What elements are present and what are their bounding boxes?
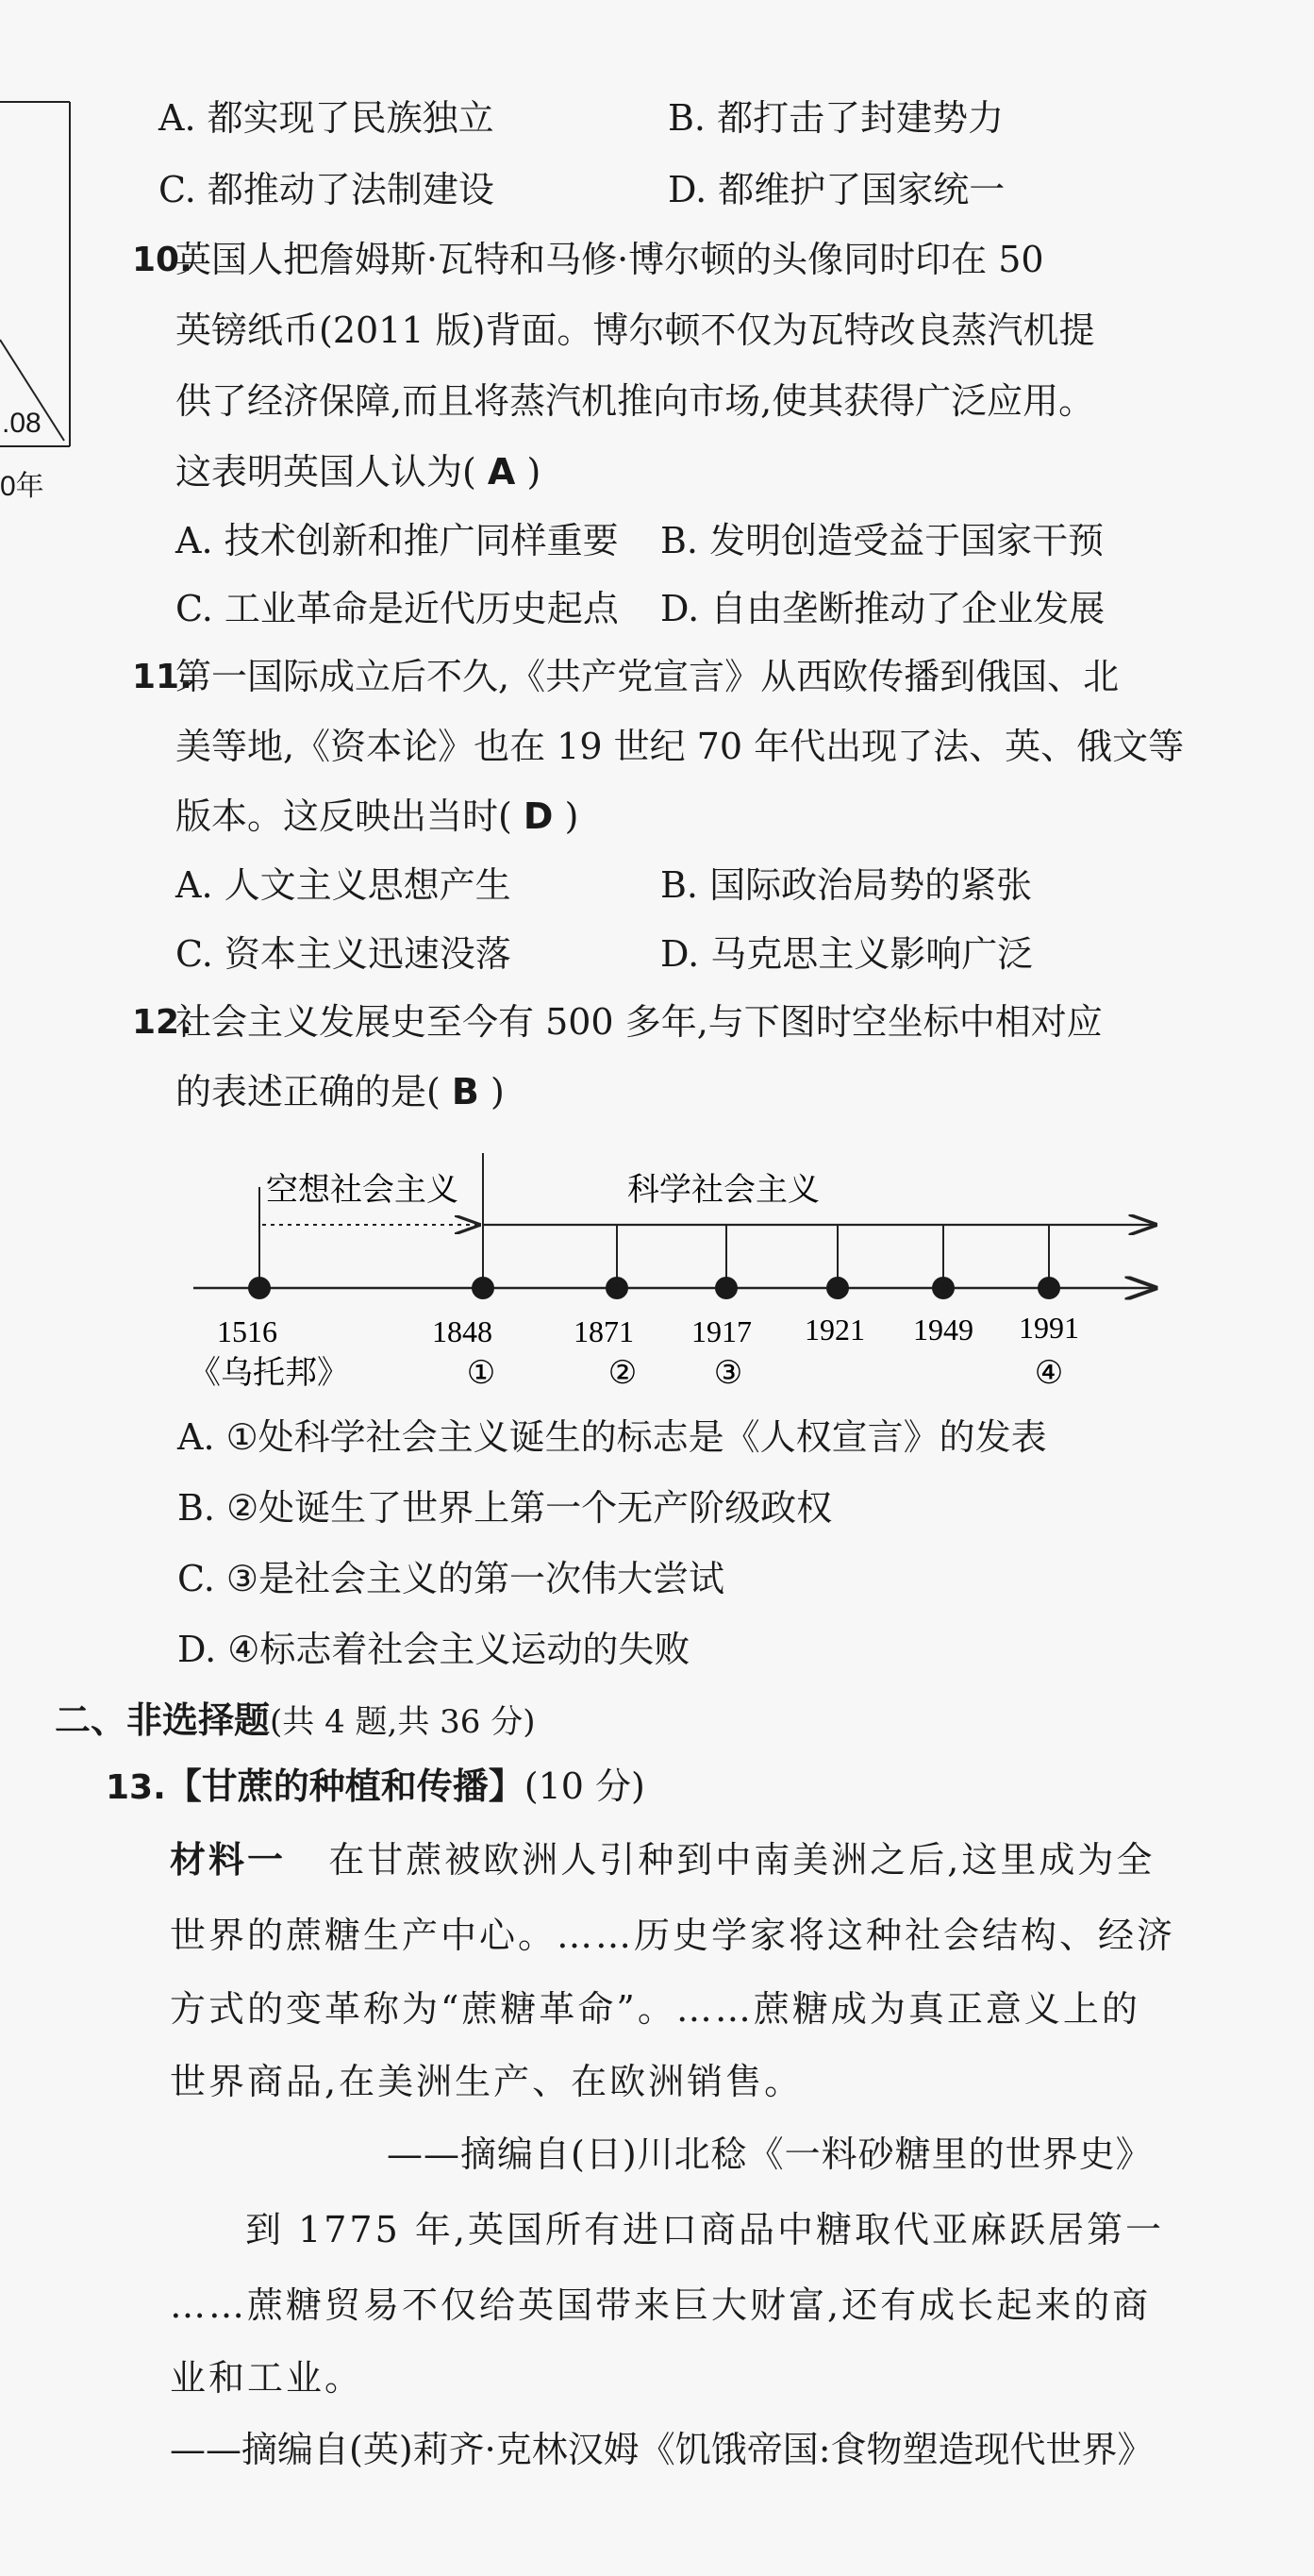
material1-label: 材料一 [170, 1838, 287, 1881]
q11-stem-line-1: 第一国际成立后不久,《共产党宣言》从西欧传播到俄国、北 [175, 656, 1120, 697]
q13-source-1: ——摘编自(日)川北稔《一料砂糖里的世界史》 [387, 2133, 1153, 2175]
timeline-dot-1848 [472, 1277, 494, 1299]
q13-score: (10 分) [524, 1765, 645, 1807]
q9-option-a[interactable]: A. 都实现了民族独立 [158, 97, 494, 139]
timeline-dot-1871 [606, 1277, 628, 1299]
q12-number: 12. [132, 1003, 192, 1042]
q12-stem-line-1: 社会主义发展史至今有 500 多年,与下图时空坐标中相对应 [175, 1001, 1103, 1043]
timeline-year-1917: 1917 [691, 1314, 752, 1348]
timeline-diagram [0, 1132, 1314, 1415]
timeline-utopian-label: 空想社会主义 [266, 1171, 458, 1209]
q10-option-d[interactable]: D. 自由垄断推动了企业发展 [660, 588, 1106, 629]
q10-option-b[interactable]: B. 发明创造受益于国家干预 [660, 520, 1105, 561]
left-chart-value: .08 [2, 408, 42, 439]
timeline-year-1848: 1848 [432, 1314, 492, 1348]
left-chart-year: 0年 [0, 471, 44, 502]
q13-material1-line-1: 材料一 在甘蔗被欧洲人引种到中南美洲之后,这里成为全 [170, 1838, 1156, 1881]
q10-option-c[interactable]: C. 工业革命是近代历史起点 [175, 588, 619, 629]
timeline-dot-1949 [932, 1277, 955, 1299]
timeline-dot-1516 [248, 1277, 271, 1299]
q9-option-b[interactable]: B. 都打击了封建势力 [668, 97, 1005, 139]
q11-stem-line-2: 美等地,《资本论》也在 19 世纪 70 年代出现了法、英、俄文等 [175, 726, 1185, 767]
q10-stem-line-3: 供了经济保障,而且将蒸汽机推向市场,使其获得广泛应用。 [175, 380, 1095, 422]
q10-stem-line-2: 英镑纸币(2011 版)背面。博尔顿不仅为瓦特改良蒸汽机提 [175, 309, 1095, 351]
q11-option-c[interactable]: C. 资本主义迅速没落 [175, 933, 511, 975]
q13-material1-line-4: 世界商品,在美洲生产、在欧洲销售。 [170, 2061, 804, 2102]
q11-answer: D [523, 795, 554, 837]
q9-option-d[interactable]: D. 都维护了国家统一 [668, 169, 1006, 210]
q13-para2-line-1: 到 1775 年,英国所有进口商品中糖取代亚麻跃居第一 [245, 2209, 1164, 2250]
left-chart-fragment [0, 99, 75, 458]
q11-option-d[interactable]: D. 马克思主义影响广泛 [660, 933, 1034, 975]
q10-stem-line-1: 英国人把詹姆斯·瓦特和马修·博尔顿的头像同时印在 50 [175, 239, 1044, 280]
q13-material1-line-3: 方式的变革称为“蔗糖革命”。……蔗糖成为真正意义上的 [170, 1988, 1140, 2030]
q10-stem-last: 这表明英国人认为( A ) [175, 451, 541, 493]
timeline-dot-1921 [826, 1277, 849, 1299]
timeline-sub-1516: 《乌托邦》 [189, 1354, 349, 1392]
timeline-year-1871: 1871 [574, 1314, 634, 1348]
q13-para2-line-2: ……蔗糖贸易不仅给英国带来巨大财富,还有成长起来的商 [170, 2284, 1152, 2326]
q13-number: 13. [106, 1768, 166, 1807]
q13-material1-line-2: 世界的蔗糖生产中心。……历史学家将这种社会结构、经济 [170, 1915, 1176, 1956]
q13-heading [106, 1765, 645, 1810]
timeline-sub-1991: ④ [1034, 1354, 1064, 1392]
q12-option-c[interactable]: C. ③是社会主义的第一次伟大尝试 [177, 1558, 724, 1599]
timeline-year-1921: 1921 [805, 1313, 865, 1347]
timeline-scientific-label: 科学社会主义 [627, 1171, 820, 1209]
q10-option-a[interactable]: A. 技术创新和推广同样重要 [175, 520, 619, 561]
timeline-dot-1991 [1038, 1277, 1060, 1299]
q12-option-d[interactable]: D. ④标志着社会主义运动的失败 [177, 1629, 690, 1670]
q11-stem-last: 版本。这反映出当时( D ) [175, 795, 579, 837]
q11-option-b[interactable]: B. 国际政治局势的紧张 [660, 864, 1033, 906]
q12-option-b[interactable]: B. ②处诞生了世界上第一个无产阶级政权 [177, 1487, 833, 1529]
timeline-sub-1917: ③ [713, 1354, 743, 1392]
q13-source-2: ——摘编自(英)莉齐·克林汉姆《饥饿帝国:食物塑造现代世界》 [170, 2429, 1154, 2470]
q12-answer: B [451, 1071, 479, 1112]
timeline-sub-1871: ② [607, 1354, 638, 1392]
timeline-sub-1848: ① [466, 1354, 496, 1392]
q12-stem-last: 的表述正确的是( B ) [175, 1071, 505, 1112]
q11-option-a[interactable]: A. 人文主义思想产生 [175, 864, 511, 906]
q13-para2-line-3: 业和工业。 [170, 2357, 364, 2399]
timeline-year-1991: 1991 [1019, 1311, 1079, 1345]
section-2-heading: 二、非选择题(共 4 题,共 36 分) [55, 1699, 536, 1741]
timeline-year-1949: 1949 [913, 1313, 973, 1347]
q13-title: 【甘蔗的种植和传播】 [165, 1765, 524, 1807]
q10-number: 10. [132, 241, 192, 279]
q12-option-a[interactable]: A. ①处科学社会主义诞生的标志是《人权宣言》的发表 [177, 1416, 1047, 1458]
q11-number: 11. [132, 658, 192, 696]
q10-answer: A [487, 451, 516, 493]
timeline-dot-1917 [715, 1277, 738, 1299]
timeline-year-1516: 1516 [217, 1314, 277, 1348]
q9-option-c[interactable]: C. 都推动了法制建设 [158, 169, 494, 210]
